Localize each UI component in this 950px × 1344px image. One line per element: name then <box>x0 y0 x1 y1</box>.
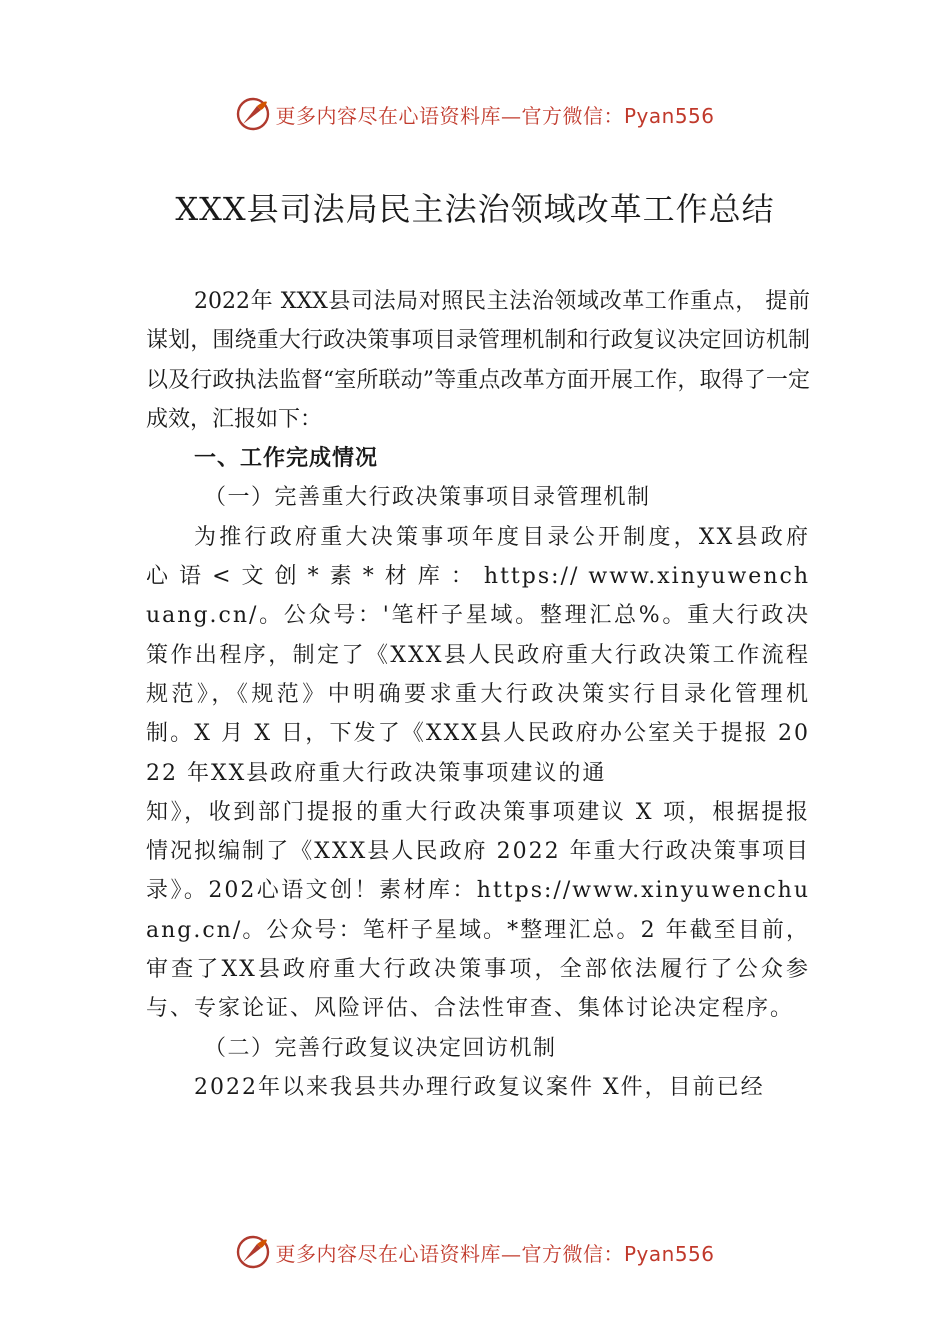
quill-logo-icon <box>235 96 271 132</box>
watermark-banner-top <box>0 94 950 134</box>
watermark-text: 更多内容尽在心语资料库—官方微信：Pyan556 <box>275 1241 715 1266</box>
document-body <box>146 282 810 1107</box>
subsection-heading-2: （二）完善行政复议决定回访机制 <box>204 1035 557 1061</box>
watermark-account: Pyan556 <box>623 103 715 128</box>
section-heading-1: 一、工作完成情况 <box>194 446 379 472</box>
intro-paragraph: 2022年 XXX县司法局对照民主法治领域改革工作重点， 提前谋划，围绕重大行政决策事项目录管理机制和行政复议决定回访机制以及行政执法监督“室所联动”等重点改革方面开展工作，取得了一定成效，汇报如下： <box>146 289 810 432</box>
subsection-heading-1: （一）完善重大行政决策事项目录管理机制 <box>204 485 651 511</box>
subsection-1-paragraph-b: 知》，收到部门提报的重大行政决策事项建议 X 项，根据提报情况拟编制了《XXX县人民政府 2022 年重大行政决策事项目录》。202心语文创！素材库：https://www.xinyuwenchuang.cn/。公众号：笔杆子星域。*整理汇总。2 年截至目前，审查了XX县政府重大行政决策事项，全部依法履行了公众参与、专家论证、风险评估、合法性审查、集体讨论决定程序。 <box>146 799 810 1022</box>
document-title: XXX县司法局民主法治领域改革工作总结 <box>175 190 775 228</box>
subsection-1-paragraph-a: 为推行政府重大决策事项年度目录公开制度，XX县政府 心 语 < 文 创 * 素 * 材 库 ： https:// www.xinyuwenchuang.cn/。公众号：'笔杆子星域。整理汇总%。重大行政决策作出程序，制定了《XXX县人民政府重大行政决策工作流程规范》，《规范》中明确要求重大行政决策实行目录化管理机制。X 月 X 日，下发了《XXX县人民政府办公室关于提报 2022 年XX县政府重大行政决策事项建议的通 <box>146 524 810 786</box>
subsection-2-paragraph: 2022年以来我县共办理行政复议案件 X件，目前已经 <box>194 1074 765 1100</box>
quill-logo-icon <box>235 1234 271 1270</box>
watermark-text: 更多内容尽在心语资料库—官方微信：Pyan556 <box>275 103 715 128</box>
watermark-banner-bottom <box>0 1232 950 1272</box>
watermark-account: Pyan556 <box>623 1241 715 1266</box>
